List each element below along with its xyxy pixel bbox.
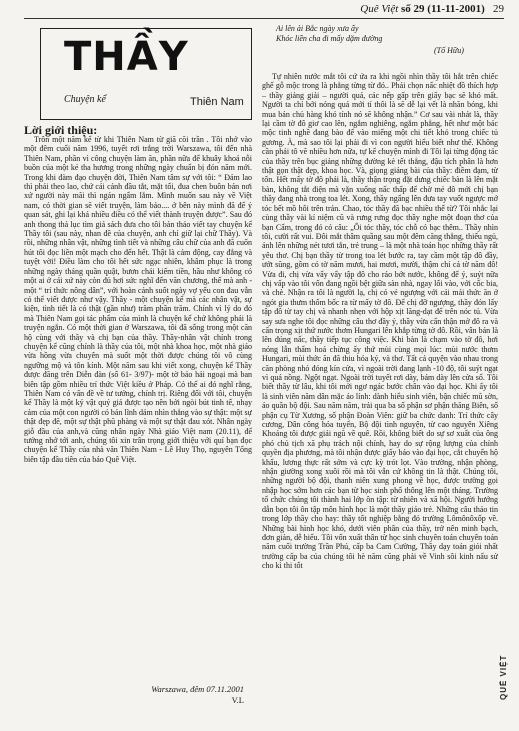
publication-name: Quê Việt [360,3,399,15]
signature-initials: V.L [231,695,244,705]
intro-heading: Lời giới thiệu: [24,123,98,137]
story-body [262,72,498,722]
intro-body [24,135,252,680]
page-number: 29 [493,3,504,15]
article-title: THẦY [64,34,189,80]
epigraph-line-2: Khóc liền cha đi mấy dặm đường [276,33,383,43]
epigraph-author: (Tố Hữu) [434,46,464,55]
intro-text: Trôn một năm kể từ khi Thiên Nam từ giã cõi trần . Tôi nhớ vào một đêm cuối năm 1996, tuyết rơi trắng trời Warszawa, tôi đến nhà Thiên Nam, phần vì công chuyện làm ăn, phần nữa để khuây khoả nỗi buồn của một kẻ tha hương trong những ngày chuẩn bị đón năm mới. Trong khi đàm đạo chuyện đời, Thiên Nam tâm sự với tôi: “ Đám lao thì phải theo lao, chứ cái cảnh đầu tắt, mặt tối, đua chen buôn bán nơi xứ người này mãi thì ngán ngẩm lắm. Mình muốn sau này về Việt nam, có thời gian sẽ viết truyện, làm báo.... ở bên này mình đã để ý quan sát, ghi lại khá nhiều điều có thể viết thành truyện được”. Sau đó anh thong thả lục tìm giá sách đưa cho tôi bản thảo viết tay chuyện kể Thầy tôi (sau này, nhan đề của chuyện, anh chỉ giữ lại chữ Thầy). Và rồi, những nhân vật, những tình tiết và những câu chữ của anh đã cuốn hút tôi đọc liền một mạch cho đến hết. Thật là cảm động, cay đắng và tuyệt vời! Điều làm cho tôi hết sức ngạc nhiên, khâm phục là trong những ngày tháng quần quật, bươn chải kiếm tiền, hầu như không có một ai ở cái xứ này còn đủ hơi sức nghĩ đến văn chương, thế mà anh - một “ trí thức nông dân”, với hoàn cảnh suốt ngày vợ yếu con đau vẫn có thể viết được như vậy. Thầy - một chuyện kể mà các nhân vật, sự kiện, tình tiết là có thật (gần như) trăm phần trăm. Chính vì lý do đó mà Thiên Nam gọi tác phẩm của mình là chuyện kể chứ không phải là truyện ngắn. Có một thời gian ở Warszawa, tôi đã sống trong một căn hộ cùng với thầy và chị bạn của thầy. Thầy-nhân vật chính trong chuyện kể cũng chính là thầy của tôi, một nhà khoa học, một nhà giáo vừa hồng vừa chuyên mà suốt một thời được chúng tôi vô cùng ngưỡng mộ và tôn kính. Một năm sau khi viết xong, chuyện kể Thầy được đăng trên Diễn đàn (số 61- 3/97)- một tờ báo hải ngoại mà ban biên tập gồm nhiều trí thức Việt kiều ở Pháp. Có thể ai đó nghĩ rằng, Thiên Nam có vấn đề về tư tưởng, chính trị. Riêng đối với tôi, chuyện kể Thầy là một ký vật quý giá được tạo nên bởi ngòi bút tinh tế, nhạy cảm của một con người có bản lĩnh dám nhìn thẳng vào sự thật: một sự thật đẹp đẽ, một sự thật phũ phàng và một sự thật đau xót. Nhân ngày giỗ đầu của anh,và cũng nhân ngày Nhà giáo Việt nam (20.11), để tưởng nhớ tới anh, chúng tôi xin trân trọng giới thiệu với quí bạn đọc chuyện kể Thầy của nhà văn Thiên Nam - Lê Huy Thọ, nguyên Tổng biên tập đầu tiên của báo Quê Việt. [24,135,252,464]
article-author: Thiên Nam [190,96,244,108]
side-label: QUÊ VIỆT [499,654,508,700]
signature-place-date: Warszawa, đêm 07.11.2001 [151,684,244,694]
article-subtitle: Chuyện kể [64,94,106,105]
page-header [24,0,504,19]
issue-number: số 29 (11-11-2001) [401,3,485,15]
story-text: Tự nhiên nước mắt tôi cứ ứa ra khi ngồi nhìn thầy tôi hắt trên chiếc ghế gỗ mộc trong là phẳng từng từ đó.. Phải chọn nấc nhiệt đồ thích hợp – thầy giảng giải – người quá, các nếp gấp trên giấy bạc sẽ khó mất. Người ta chỉ bởi nóng quá mới tí thôi là sẽ dễ lại vết là nhăn bóng, khi mua bán chủ hàng khó tính nó sẽ không nhận.” Cơ sau vài nhát là, thầy lại cầm tờ đô giơ cao lên, ngắm nghiêng, ngắm phẳng, hết như một bác mộc tinh nghề đang bào để vào miếng một chi tiết khó trong chiếc tủ gương. À, mà sao tôi lại phải đi vì con người hiểu biết như thế. Không cần phải tô vẽ nhiều hơn nữa, tự kể chuyện mình đi Tôi lại từng động tác của thầy trên bục giảng những đường kẻ tết thẳng, đậu tích phân là hơn thật gọn thật đẹp, khoa học. Và, giọng giảng bài của thầy: điềm đạm, từ tốn. Hết mấy tờ đô phải là, thầy thận trọng đặt dưng chiếc bàn là lên mặt bàn, không tắt điện mà vặn xuống nấc thấp để chờ mẻ đô mới chị bạn thầy đang nhà trong toa lét. Xong, thầy ngẩng lên đưa tay vuốt ngược mớ tóc bết mồ hôi trên trán. Chao, tóc thầy đã bạc nhiều thế từ? Tôi nhắc lại cùng thầy vài kỉ niệm cũ và rưng rưng đọc thầy nghe một đoạn thơ của bạn Cẩm, trong đó có câu: „Ôi tóc thầy, tóc chỗ có bạc thêm.. Thầy nhìn tôi, cười rất vui. Đôi mắt thâm quầng sau một đêm căng thẳng, thiếu ngủ, ánh lên những nét tươi tắn, trẻ trung – là một nhà toán học những thầy rất yêu thơ. Chị bạn thầy từ trong toa lét bước ra, tay cầm một tập đô đầy, ướt sũng, gồm có tờ năm mươi, hai mươi, mười, thậm chí cả tờ năm đô! Vừa đi, chị vừa vẩy vẩy tập đô cho ráo bớt nước, không để ý, suýt nữa chị vấp vào tôi vốn đang ngồi bệt giữa sàn nhà, ngay lối vào, với cốc bia, và chè. Nhận ra tôi là người lạ, chị có vẻ ngượng với cái mải thức ăn ở ngót gia thưm thốm bốc ra từ mấy tờ đô. Để chị đỡ ngượng, thầy đón lấy tập đô từ tay chị và nhanh nhẹn với hộp xịt lăng-dạt để trên nóc tủ. Vừa say sưa nghe tôi đọc những câu thơ đầy ý, thầy vừa cẩn thận mở đô ra và cẩn trọng xịt thứ nước thơm Hungari lên khắp từng tờ đô. Rồi, vân bản là lên đúng nấc, thầy tiếp tục công việc. Khi bàn là chạm vào tờ đô, hơi nóng lẫn thẩm hoá chừng ấy thứ mùi cùng mọi lúc: mùi nước thơm Hungari, mùi thức ăn đã thiu hóa ký, và thơ. Tất cả quyện vào nhau trong căn phòng nhỏ đóng kín cửa, vì ngoài trời đang lạnh -10 độ, tôi suýt ngạt vì quá nồng. Ngột ngạt. Ngoài trời tuyết rơi dày, bám dày lên cửa sổ. Tôi biết thầy từ lâu, khi tôi mới ngơ ngác bước chân vào đại học. Khi ấy tôi là sinh viên năm dân mặc áo lính: dành hiểu sinh viên, bận chiếc mũ sờn, áo quần bộ đội. Sau năm năm, trải qua ba số phận sơ phận thăng Biên, số phận cụ Từ Xương, số phận Đoàn Viên: giữ ba chức danh: Trí thức cây cương, Dân công hóa tuyển, Bộ đội tình nguyện, từ cao nguyên Xiêng Khoảng tôi được giải ngũ về quê. Rồi, không biết do sự sơ xuất của ông phó chủ tịch xã phụ trách nội chính, hay do sự rộng lượng của chính quyền địa phương, mà tôi nhận được giấy báo vào đại học, cắt chuyển hộ khẩu, lương thực rất sớm và cực kỳ trót lọt. Vào trường, nhận phòng, nhận giường xong xuôi rồi mà tôi vẫn cứ không tin là thật. Chúng tôi, những người bộ đội, thanh niên xung phong về học, được trường gọi nhập học sớm hơn các bạn từ học sinh phổ thông lên một tháng. Trường tổ chức chúng tôi thành hai lớp ôn tập: từ nhiên và xã hội. Người hướng dẫn bọn tôi ôn tập môn hình học là một thầy giáo trẻ. Những câu thảo tin trong lớp thầy cho hay: thầy tốt nghiệp bằng đỏ trường Lômônôxốp về. Những bài hình học khó, dưới viên phân của thầy, trở nên minh bạch, đơn giản, dễ hiểu. Tôi vốn xuất thân từ học sinh chuyên toán chuyên toán năm cuối trường Trần Phú, cấp ba Cam Cường, Thầy dạy toán giỏi nhất trường cấp ba của chúng tôi hè năm cũng phải về Vinh sôi kinh nấu sử cho kì thi tốt [262,72,498,571]
epigraph-line-1: Ai lên ải Bắc ngày xưa ấy [276,24,359,33]
epigraph [276,24,490,43]
